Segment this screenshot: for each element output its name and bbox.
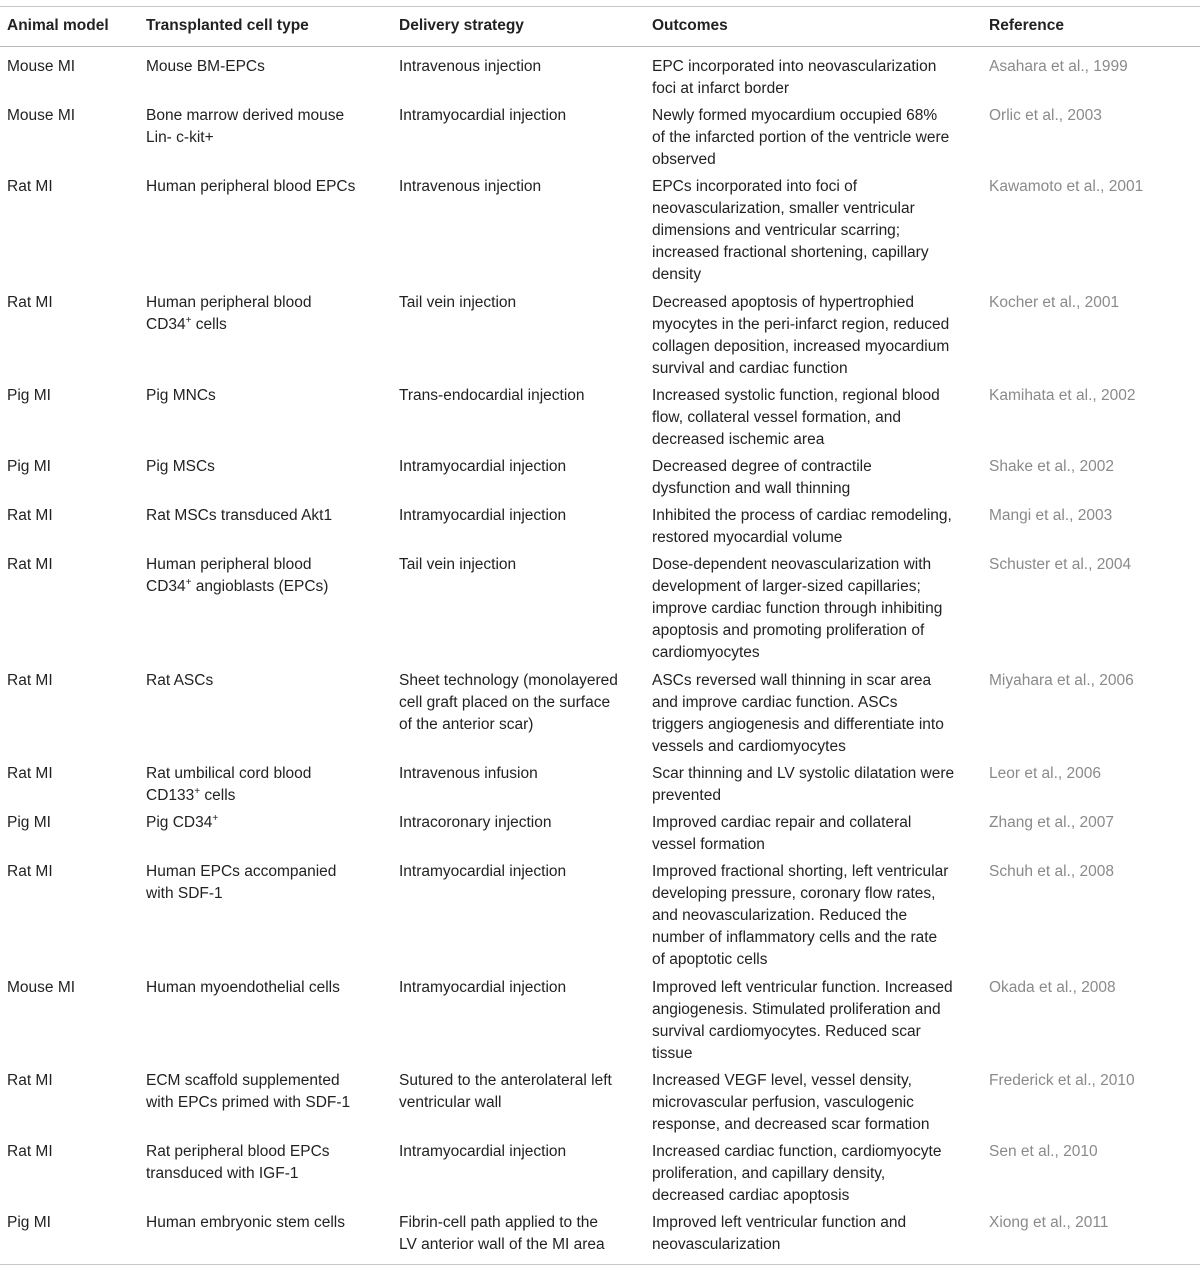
marker-name: Pig CD34 (146, 814, 213, 831)
cell-animal-model: Rat MI (7, 507, 53, 524)
outcome-line: development of larger-sized capillaries; (652, 578, 921, 595)
cell-animal-model: Rat MI (7, 765, 53, 782)
cell-outcomes (652, 861, 972, 971)
marker-name: CD34 (146, 578, 186, 595)
cell-cell-type: Rat MSCs transduced Akt1 (146, 507, 333, 524)
outcome-line: decreased ischemic area (652, 431, 825, 448)
cell-type-line (146, 314, 386, 336)
outcome-line: triggers angiogenesis and differentiate into (652, 716, 944, 733)
table-top-rule (0, 6, 1200, 7)
cell-cell-type: Rat ASCs (146, 672, 214, 689)
cell-delivery: Intramyocardial injection (399, 507, 567, 524)
outcome-line: microvascular perfusion, vasculogenic (652, 1094, 914, 1111)
delivery-line: LV anterior wall of the MI area (399, 1236, 605, 1253)
cell-delivery: Tail vein injection (399, 294, 517, 311)
cell-reference: Schuh et al., 2008 (989, 863, 1114, 880)
cell-cell-type: Human embryonic stem cells (146, 1214, 345, 1231)
cell-cell-type (146, 1141, 386, 1185)
cell-cell-type (146, 105, 386, 149)
cell-animal-model: Rat MI (7, 1072, 53, 1089)
marker-name: CD133 (146, 787, 195, 804)
outcome-line: number of inflammatory cells and the rate (652, 929, 938, 946)
cell-reference: Asahara et al., 1999 (989, 58, 1128, 75)
cell-outcomes (652, 977, 972, 1065)
cell-outcomes (652, 763, 972, 807)
cell-reference: Kocher et al., 2001 (989, 294, 1120, 311)
cell-delivery (399, 670, 639, 736)
cell-type-suffix: cells (191, 316, 227, 333)
outcome-line: tissue (652, 1045, 693, 1062)
outcome-line: apoptosis and promoting proliferation of (652, 622, 925, 639)
cell-cell-type (146, 292, 386, 336)
cell-outcomes (652, 505, 972, 549)
outcome-line: proliferation, and capillary density, (652, 1165, 886, 1182)
outcome-line: dimensions and ventricular scarring; (652, 222, 901, 239)
cell-reference: Kamihata et al., 2002 (989, 387, 1136, 404)
cell-cell-type (146, 763, 386, 807)
header-cell-type: Transplanted cell type (146, 17, 309, 34)
outcome-line: Scar thinning and LV systolic dilatation were (652, 765, 955, 782)
marker-superscript: + (185, 577, 192, 588)
cell-cell-type (146, 812, 386, 834)
cell-cell-type (146, 554, 386, 598)
table-bottom-rule (0, 1264, 1200, 1265)
cell-animal-model: Rat MI (7, 556, 53, 573)
cell-outcomes (652, 1212, 972, 1256)
cell-reference: Sen et al., 2010 (989, 1143, 1098, 1160)
outcome-line: response, and decreased scar formation (652, 1116, 930, 1133)
cell-delivery: Intramyocardial injection (399, 458, 567, 475)
outcome-line: survival cardiomyocytes. Reduced scar (652, 1023, 921, 1040)
cell-cell-type: Mouse BM-EPCs (146, 58, 265, 75)
marker-superscript: + (185, 315, 192, 326)
outcome-line: decreased cardiac apoptosis (652, 1187, 850, 1204)
cell-animal-model: Mouse MI (7, 58, 76, 75)
outcome-line: Inhibited the process of cardiac remodeling, (652, 507, 952, 524)
cell-outcomes (652, 1070, 972, 1136)
cell-delivery: Intracoronary injection (399, 814, 552, 831)
cell-reference: Schuster et al., 2004 (989, 556, 1132, 573)
cell-animal-model: Pig MI (7, 458, 51, 475)
cell-delivery: Tail vein injection (399, 556, 517, 573)
header-rule (0, 46, 1200, 47)
outcome-line: cardiomyocytes (652, 644, 760, 661)
cell-animal-model: Pig MI (7, 1214, 51, 1231)
cell-type-line (146, 576, 386, 598)
cell-delivery: Trans-endocardial injection (399, 387, 585, 404)
outcome-line: Increased systolic function, regional blood (652, 387, 940, 404)
outcome-line: vessel formation (652, 836, 765, 853)
header-delivery: Delivery strategy (399, 17, 524, 34)
cell-animal-model: Rat MI (7, 178, 53, 195)
cell-outcomes (652, 1141, 972, 1207)
cell-type-line: Lin- c-kit+ (146, 129, 214, 146)
outcome-line: developing pressure, coronary flow rates, (652, 885, 936, 902)
outcome-line: EPCs incorporated into foci of (652, 178, 858, 195)
outcome-line: Increased VEGF level, vessel density, (652, 1072, 912, 1089)
cell-outcomes (652, 105, 972, 171)
cell-reference: Okada et al., 2008 (989, 979, 1116, 996)
outcome-line: Improved fractional shorting, left ventricular (652, 863, 949, 880)
cell-outcomes (652, 554, 972, 664)
outcome-line: Improved left ventricular function and (652, 1214, 907, 1231)
outcome-line: and improve cardiac function. ASCs (652, 694, 898, 711)
cell-animal-model: Rat MI (7, 294, 53, 311)
outcome-line: increased fractional shortening, capillary (652, 244, 929, 261)
cell-type-line: Rat peripheral blood EPCs (146, 1143, 330, 1160)
delivery-line: Fibrin-cell path applied to the (399, 1214, 599, 1231)
cell-reference: Xiong et al., 2011 (989, 1214, 1109, 1231)
outcome-line: of apoptotic cells (652, 951, 768, 968)
cell-cell-type: Pig MSCs (146, 458, 215, 475)
cell-type-line: Bone marrow derived mouse (146, 107, 345, 124)
delivery-line: Sutured to the anterolateral left (399, 1072, 612, 1089)
outcome-line: Decreased degree of contractile (652, 458, 872, 475)
delivery-line: ventricular wall (399, 1094, 502, 1111)
delivery-line: of the anterior scar) (399, 716, 534, 733)
outcome-line: foci at infarct border (652, 80, 789, 97)
cell-delivery: Intravenous infusion (399, 765, 538, 782)
cell-type-line: with SDF-1 (146, 885, 223, 902)
cell-reference: Leor et al., 2006 (989, 765, 1102, 782)
cell-reference: Mangi et al., 2003 (989, 507, 1113, 524)
cell-animal-model: Mouse MI (7, 979, 76, 996)
outcome-line: survival and cardiac function (652, 360, 848, 377)
cell-cell-type: Human peripheral blood EPCs (146, 178, 356, 195)
cell-animal-model: Pig MI (7, 814, 51, 831)
cell-outcomes (652, 670, 972, 758)
cell-type-line: ECM scaffold supplemented (146, 1072, 340, 1089)
cell-outcomes (652, 812, 972, 856)
cell-type-line: Human peripheral blood (146, 556, 312, 573)
cell-reference: Kawamoto et al., 2001 (989, 178, 1144, 195)
header-outcomes: Outcomes (652, 17, 728, 34)
outcome-line: myocytes in the peri-infarct region, reduced (652, 316, 950, 333)
cell-delivery: Intravenous injection (399, 58, 542, 75)
cell-animal-model: Rat MI (7, 863, 53, 880)
header-animal-model: Animal model (7, 17, 109, 34)
cell-cell-type: Human myoendothelial cells (146, 979, 340, 996)
cell-type-line (146, 785, 386, 807)
cell-animal-model: Pig MI (7, 387, 51, 404)
outcome-line: dysfunction and wall thinning (652, 480, 851, 497)
cell-reference: Shake et al., 2002 (989, 458, 1114, 475)
cell-type-line: Human EPCs accompanied (146, 863, 337, 880)
cell-type-line: Rat umbilical cord blood (146, 765, 312, 782)
outcome-line: density (652, 266, 702, 283)
outcome-line: Improved cardiac repair and collateral (652, 814, 912, 831)
outcome-line: EPC incorporated into neovascularization (652, 58, 937, 75)
outcome-line: Increased cardiac function, cardiomyocyte (652, 1143, 942, 1160)
cell-delivery (399, 1070, 639, 1114)
header-reference: Reference (989, 17, 1064, 34)
marker-name: CD34 (146, 316, 186, 333)
outcome-line: restored myocardial volume (652, 529, 843, 546)
outcome-line: and neovascularization. Reduced the (652, 907, 908, 924)
outcome-line: of the infarcted portion of the ventricle were (652, 129, 950, 146)
outcome-line: prevented (652, 787, 721, 804)
cell-animal-model: Mouse MI (7, 107, 76, 124)
cell-cell-type (146, 861, 386, 905)
cell-type-line: transduced with IGF-1 (146, 1165, 299, 1182)
cell-outcomes (652, 456, 972, 500)
outcome-line: Improved left ventricular function. Increased (652, 979, 953, 996)
outcome-line: ASCs reversed wall thinning in scar area (652, 672, 932, 689)
cell-type-line: Human peripheral blood (146, 294, 312, 311)
cell-animal-model: Rat MI (7, 672, 53, 689)
outcome-line: neovascularization (652, 1236, 781, 1253)
cell-animal-model: Rat MI (7, 1143, 53, 1160)
cell-outcomes (652, 176, 972, 286)
outcome-line: Newly formed myocardium occupied 68% (652, 107, 938, 124)
outcome-line: vessels and cardiomyocytes (652, 738, 846, 755)
delivery-line: Sheet technology (monolayered (399, 672, 618, 689)
cell-type-suffix: angioblasts (EPCs) (191, 578, 329, 595)
cell-delivery: Intramyocardial injection (399, 979, 567, 996)
outcome-line: Dose-dependent neovascularization with (652, 556, 932, 573)
marker-superscript: + (212, 813, 219, 824)
outcome-line: improve cardiac function through inhibiting (652, 600, 943, 617)
outcome-line: collagen deposition, increased myocardium (652, 338, 950, 355)
cell-type-suffix: cells (200, 787, 236, 804)
cell-delivery: Intramyocardial injection (399, 1143, 567, 1160)
outcome-line: angiogenesis. Stimulated proliferation and (652, 1001, 941, 1018)
cell-delivery (399, 1212, 639, 1256)
cell-reference: Frederick et al., 2010 (989, 1072, 1135, 1089)
cell-cell-type (146, 1070, 386, 1114)
cell-outcomes (652, 385, 972, 451)
cell-type-line: with EPCs primed with SDF-1 (146, 1094, 351, 1111)
cell-reference: Miyahara et al., 2006 (989, 672, 1134, 689)
cell-delivery: Intramyocardial injection (399, 107, 567, 124)
outcome-line: neovascularization, smaller ventricular (652, 200, 915, 217)
cell-reference: Orlic et al., 2003 (989, 107, 1102, 124)
cell-delivery: Intravenous injection (399, 178, 542, 195)
cell-cell-type: Pig MNCs (146, 387, 216, 404)
marker-superscript: + (194, 786, 201, 797)
cell-outcomes (652, 56, 972, 100)
outcome-line: Decreased apoptosis of hypertrophied (652, 294, 914, 311)
delivery-line: cell graft placed on the surface (399, 694, 611, 711)
cell-delivery: Intramyocardial injection (399, 863, 567, 880)
cell-outcomes (652, 292, 972, 380)
outcome-line: observed (652, 151, 716, 168)
cell-reference: Zhang et al., 2007 (989, 814, 1114, 831)
outcome-line: flow, collateral vessel formation, and (652, 409, 901, 426)
